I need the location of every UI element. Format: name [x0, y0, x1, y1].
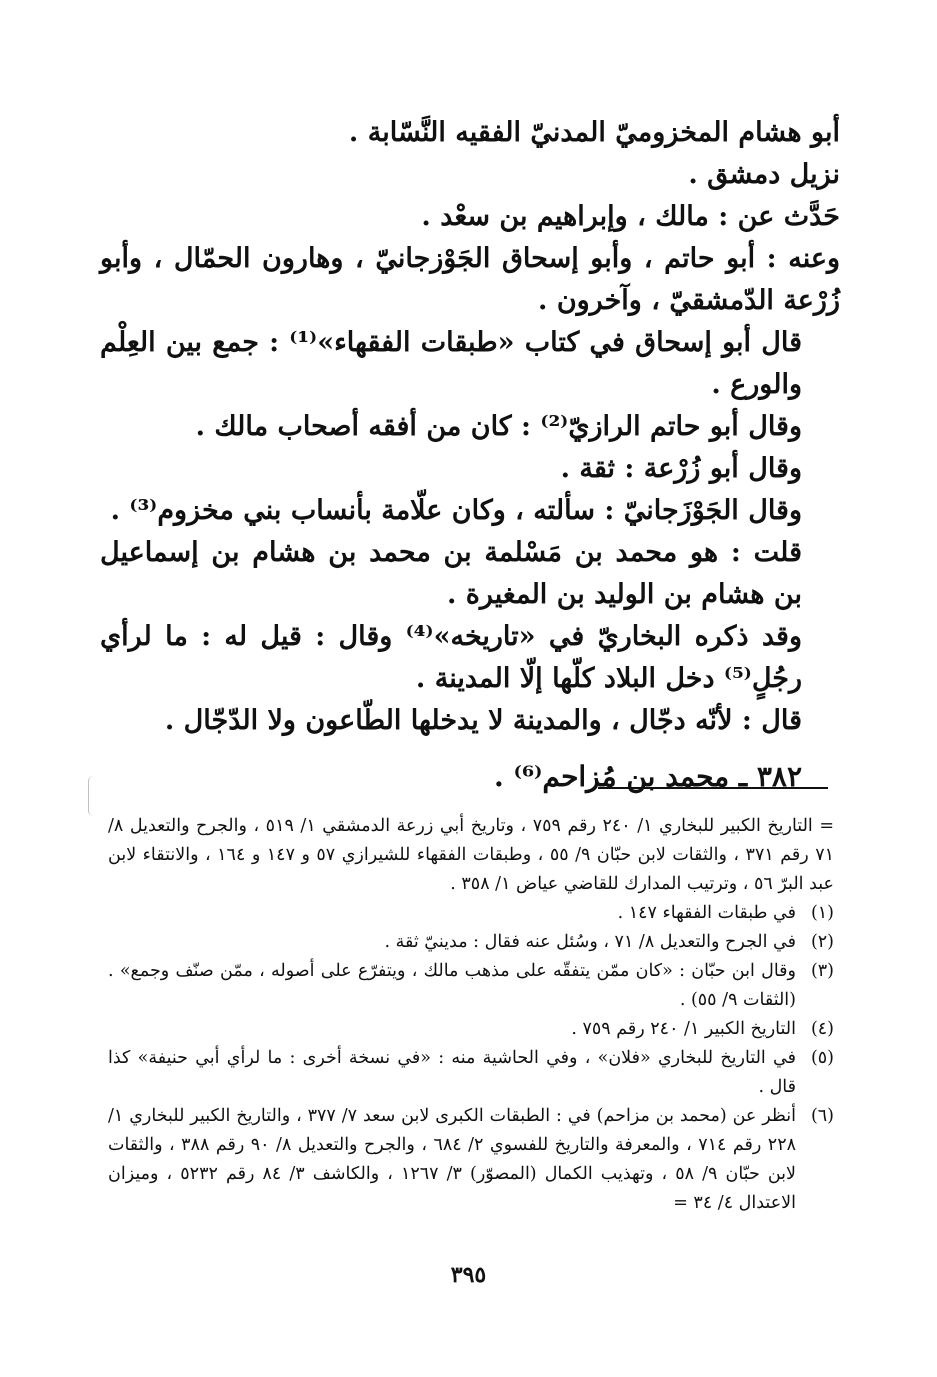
- footnote-number: (٣): [810, 961, 834, 981]
- footnote-number: (٤): [810, 1019, 834, 1039]
- para-qala: قال : لأنّه دجّال ، والمدينة لا يدخلها الطّاعون ولا الدّجّال .: [164, 705, 802, 736]
- footnote-text: أنظر عن (محمد بن مزاحم) في : الطبقات الكبرى لابن سعد ٧/ ٣٧٧ ، والتاريخ الكبير للبخاري ١/ ٢٢٨ رقم ٧١٤ ، والمعرفة والتاريخ للفسوي ٢/ ٦٨٤ ، والجرح والتعديل ٨/ ٩٠ رقم ٣٨٨ ، والثقات لابن حبّان ٩/ ٥٨ ، وتهذيب الكمال (المصوّر) ٣/ ١٢٦٧ ، والكاشف ٣/ ٨٤ رقم ٥٢٣٢ ، وميزان الاعتدال ٤/ ٣٤ =: [108, 1106, 796, 1213]
- footnote-divider: [598, 787, 828, 789]
- page-number: ٣٩٥: [450, 1262, 487, 1288]
- para-jawzajani: وقال الجَوْزَجانيّ : سألته ، وكان علّامة بأنساب بني مخزوم⁽³⁾ .: [110, 495, 802, 526]
- footnote-text: وقال ابن حبّان : «كان ممّن يتفقّه على مذهب مالك ، ويتفرّع على أصوله ، ممّن صنّف وجمع» . (الثقات ٩/ ٥٥) .: [108, 961, 796, 1010]
- para-abu-zura: وقال أبو زُرْعة : ثقة .: [560, 453, 802, 484]
- footnote-number: (٥): [810, 1048, 834, 1068]
- main-text: [100, 112, 840, 798]
- margin-mark: [88, 776, 99, 816]
- entry-heading: ٣٨٢ ـ محمد بن مُزاحم⁽⁶⁾ .: [493, 760, 802, 793]
- footnote-text: في التاريخ للبخاري «فلان» ، وفي الحاشية منه : «في نسخة أخرى : ما لرأي أبي حنيفة» كذا قال .: [108, 1048, 796, 1097]
- footnote-1: [108, 899, 834, 928]
- footnote-number: (٦): [810, 1106, 834, 1126]
- para-qultu: قلت : هو محمد بن مَسْلمة بن محمد بن هشام بن إسماعيل بن هشام بن الوليد بن المغيرة .: [100, 537, 802, 610]
- footnote-number: (١): [810, 903, 834, 923]
- footnote-6: [108, 1102, 834, 1218]
- para-bukhari: وقد ذكره البخاريّ في «تاريخه»⁽⁴⁾ وقال : قيل له : ما لرأي رجُلٍ⁽⁵⁾ دخل البلاد كلّها إلّا المدينة .: [100, 621, 802, 694]
- footnote-text: في الجرح والتعديل ٨/ ٧١ ، وسُئل عنه فقال : مدينيّ ثقة .: [384, 932, 796, 952]
- line-narrators: وعنه : أبو حاتم ، وأبو إسحاق الجَوْزجانيّ ، وهارون الحمّال ، وأبو زُرْعة الدّمشقيّ ، وآخرون .: [100, 243, 840, 316]
- footnote-5: [108, 1044, 834, 1102]
- footnote-text: التاريخ الكبير ١/ ٢٤٠ رقم ٧٥٩ .: [571, 1019, 796, 1039]
- footnote-text: في طبقات الفقهاء ١٤٧ .: [617, 903, 796, 923]
- para-abu-hatim: وقال أبو حاتم الرازيّ⁽²⁾ : كان من أفقه أصحاب مالك .: [195, 411, 802, 442]
- footnote-2: [108, 928, 834, 957]
- footnotes: [108, 812, 834, 1218]
- line-nisba: أبو هشام المخزوميّ المدنيّ الفقيه النَّسّابة .: [348, 117, 840, 148]
- line-narrated-from: حَدَّث عن : مالك ، وإبراهيم بن سعْد .: [421, 201, 840, 232]
- line-residence: نزيل دمشق .: [688, 159, 840, 190]
- footnote-number: (٢): [810, 932, 834, 952]
- footnote-4: [108, 1015, 834, 1044]
- footnote-3: [108, 957, 834, 1015]
- footnote-continuation: = التاريخ الكبير للبخاري ١/ ٢٤٠ رقم ٧٥٩ ، وتاريخ أبي زرعة الدمشقي ١/ ٥١٩ ، والجرح والتعديل ٨/ ٧١ رقم ٣٧١ ، والثقات لابن حبّان ٩/ ٥٥ ، وطبقات الفقهاء للشيرازي ٥٧ و ١٤٧ و ١٦٤ ، والانتقاء لابن عبد البرّ ٥٦ ، وترتيب المدارك للقاضي عياض ١/ ٣٥٨ .: [108, 816, 834, 894]
- para-abu-ishaq: قال أبو إسحاق في كتاب «طبقات الفقهاء»⁽¹⁾ : جمع بين العِلْم والورع .: [100, 327, 802, 400]
